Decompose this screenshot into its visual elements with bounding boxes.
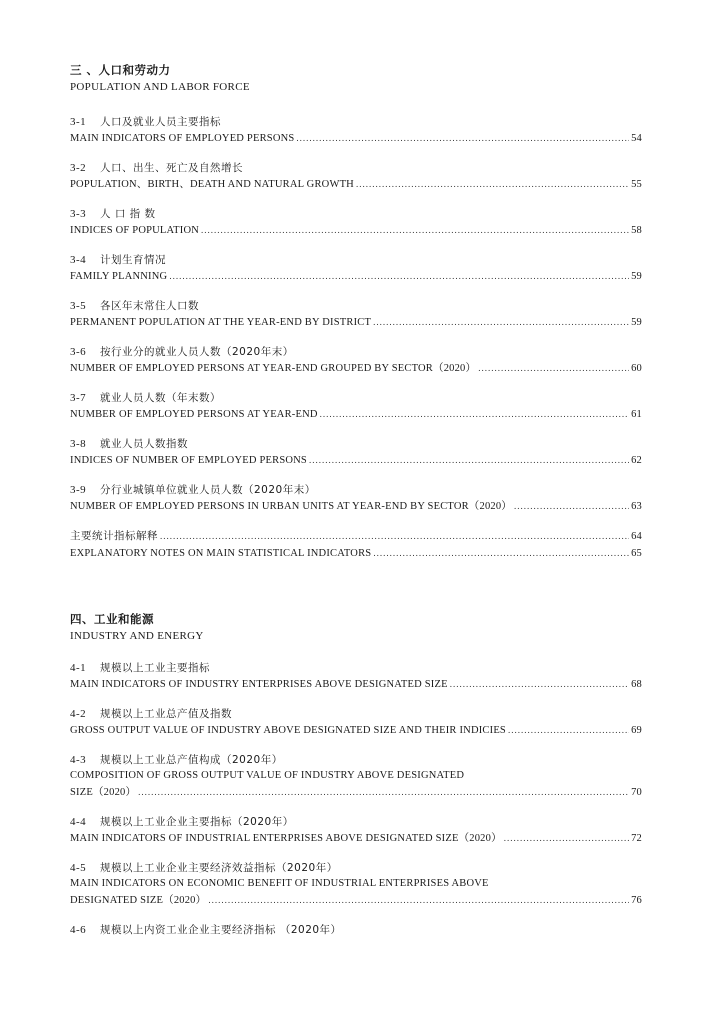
entry-title-en: NUMBER OF EMPLOYED PERSONS AT YEAR-END: [70, 409, 318, 420]
toc-entry-3-3[interactable]: [70, 206, 642, 239]
entry-title-en: NUMBER OF EMPLOYED PERSONS AT YEAR-END GROUPED BY SECTOR（2020）: [70, 363, 477, 374]
page-number: 60: [631, 363, 642, 374]
entry-title-zh: 就业人员人数指数: [100, 438, 188, 450]
toc-page: [70, 62, 642, 938]
toc-entry-4-2[interactable]: [70, 706, 642, 739]
page-number: 69: [631, 725, 642, 736]
toc-entry-4-3[interactable]: [70, 752, 642, 801]
entry-number: 4-1: [70, 662, 87, 674]
leader-dots: [309, 452, 629, 469]
notes-title-en: EXPLANATORY NOTES ON MAIN STATISTICAL INDICATORS: [70, 548, 372, 559]
entry-title-zh: 按行业分的就业人员人数（2020年末）: [100, 346, 294, 358]
toc-entry-4-5[interactable]: [70, 860, 642, 909]
entry-title-zh: 就业人员人数（年末数）: [100, 392, 221, 404]
entry-title-en: MAIN INDICATORS ON ECONOMIC BENEFIT OF INDUSTRIAL ENTERPRISES ABOVE: [70, 878, 489, 889]
section-industry: [70, 611, 642, 938]
leader-dots: [160, 528, 629, 545]
page-number: 55: [631, 179, 642, 190]
section-population: [70, 62, 642, 562]
page-number: 58: [631, 225, 642, 236]
toc-entry-3-6[interactable]: [70, 344, 642, 377]
entry-title-zh: 各区年末常住人口数: [100, 300, 199, 312]
entry-number: 3-2: [70, 162, 87, 174]
leader-dots: [296, 130, 629, 147]
notes-title-zh: 主要统计指标解释: [70, 530, 158, 542]
toc-entry-4-4[interactable]: [70, 814, 642, 847]
entry-title-en: MAIN INDICATORS OF INDUSTRY ENTERPRISES ABOVE DESIGNATED SIZE: [70, 679, 448, 690]
leader-dots: [356, 176, 629, 193]
entry-title-en: FAMILY PLANNING: [70, 271, 168, 282]
toc-entry-3-1[interactable]: [70, 114, 642, 147]
page-number: 61: [631, 409, 642, 420]
entry-number: 3-8: [70, 438, 87, 450]
page-number: 72: [631, 833, 642, 844]
entry-title-en: INDICES OF NUMBER OF EMPLOYED PERSONS: [70, 455, 307, 466]
toc-entry-3-7[interactable]: [70, 390, 642, 423]
entry-number: 3-6: [70, 346, 87, 358]
page-number: 76: [631, 895, 642, 906]
entry-title-en-cont: DESIGNATED SIZE（2020）: [70, 895, 207, 906]
entry-title-zh: 分行业城镇单位就业人员人数（2020年末）: [100, 484, 316, 496]
toc-entry-3-8[interactable]: [70, 436, 642, 469]
entry-title-zh: 规模以上工业总产值及指数: [100, 708, 232, 720]
entry-title-zh: 规模以上工业总产值构成（2020年）: [100, 754, 283, 766]
entry-title-en: GROSS OUTPUT VALUE OF INDUSTRY ABOVE DESIGNATED SIZE AND THEIR INDICIES: [70, 725, 506, 736]
entry-number: 3-9: [70, 484, 87, 496]
leader-dots: [514, 498, 629, 515]
entry-title-en: MAIN INDICATORS OF INDUSTRIAL ENTERPRISES ABOVE DESIGNATED SIZE（2020）: [70, 833, 502, 844]
entry-number: 3-5: [70, 300, 87, 312]
toc-entry-3-2[interactable]: [70, 160, 642, 193]
leader-dots: [373, 314, 629, 331]
entry-title-en: PERMANENT POPULATION AT THE YEAR-END BY DISTRICT: [70, 317, 372, 328]
leader-dots: [373, 545, 629, 562]
page-number: 62: [631, 455, 642, 466]
entry-title-zh: 人口及就业人员主要指标: [100, 116, 221, 128]
entry-title-zh: 人口、出生、死亡及自然增长: [100, 162, 243, 174]
entry-number: 4-6: [70, 924, 87, 936]
entry-title-en-cont: SIZE（2020）: [70, 787, 137, 798]
leader-dots: [201, 222, 629, 239]
page-number: 64: [631, 531, 642, 542]
page-number: 63: [631, 501, 642, 512]
leader-dots: [208, 892, 629, 909]
leader-dots: [504, 830, 629, 847]
entry-title-en: NUMBER OF EMPLOYED PERSONS IN URBAN UNITS AT YEAR-END BY SECTOR（2020）: [70, 501, 513, 512]
page-number: 65: [631, 548, 642, 559]
section-title-zh: 四、工业和能源: [70, 612, 154, 626]
entry-title-en: POPULATION、BIRTH、DEATH AND NATURAL GROWTH: [70, 179, 354, 190]
toc-entry-4-1[interactable]: [70, 660, 642, 693]
page-number: 68: [631, 679, 642, 690]
entry-number: 3-7: [70, 392, 87, 404]
leader-dots: [508, 722, 629, 739]
leader-dots: [169, 268, 629, 285]
entry-title-zh: 人 口 指 数: [100, 208, 156, 220]
entry-title-zh: 规模以上内资工业企业主要经济指标 （2020年）: [100, 924, 342, 936]
toc-entry-3-9[interactable]: [70, 482, 642, 515]
toc-entry-4-6[interactable]: [70, 922, 642, 938]
entry-number: 3-1: [70, 116, 87, 128]
entry-title-en: INDICES OF POPULATION: [70, 225, 200, 236]
entry-title-zh: 规模以上工业企业主要经济效益指标（2020年）: [100, 862, 338, 874]
toc-entry-notes[interactable]: [70, 528, 642, 562]
page-number: 54: [631, 133, 642, 144]
entry-title-en: MAIN INDICATORS OF EMPLOYED PERSONS: [70, 133, 295, 144]
entry-number: 4-5: [70, 862, 87, 874]
toc-entry-3-5[interactable]: [70, 298, 642, 331]
leader-dots: [138, 784, 629, 801]
leader-dots: [478, 360, 629, 377]
entry-title-en: COMPOSITION OF GROSS OUTPUT VALUE OF INDUSTRY ABOVE DESIGNATED: [70, 770, 465, 781]
entry-number: 4-2: [70, 708, 87, 720]
entry-number: 4-3: [70, 754, 87, 766]
leader-dots: [320, 406, 629, 423]
entry-title-zh: 计划生育情况: [100, 254, 166, 266]
section-title-zh: 三 、人口和劳动力: [70, 63, 171, 77]
page-number: 59: [631, 317, 642, 328]
entry-title-zh: 规模以上工业主要指标: [100, 662, 210, 674]
entry-number: 3-4: [70, 254, 87, 266]
entry-title-zh: 规模以上工业企业主要指标（2020年）: [100, 816, 294, 828]
toc-entry-3-4[interactable]: [70, 252, 642, 285]
page-number: 59: [631, 271, 642, 282]
leader-dots: [450, 676, 629, 693]
entry-number: 3-3: [70, 208, 87, 220]
entry-number: 4-4: [70, 816, 87, 828]
section-title-en: POPULATION AND LABOR FORCE: [70, 81, 250, 93]
page-number: 70: [631, 787, 642, 798]
section-title-en: INDUSTRY AND ENERGY: [70, 630, 204, 642]
